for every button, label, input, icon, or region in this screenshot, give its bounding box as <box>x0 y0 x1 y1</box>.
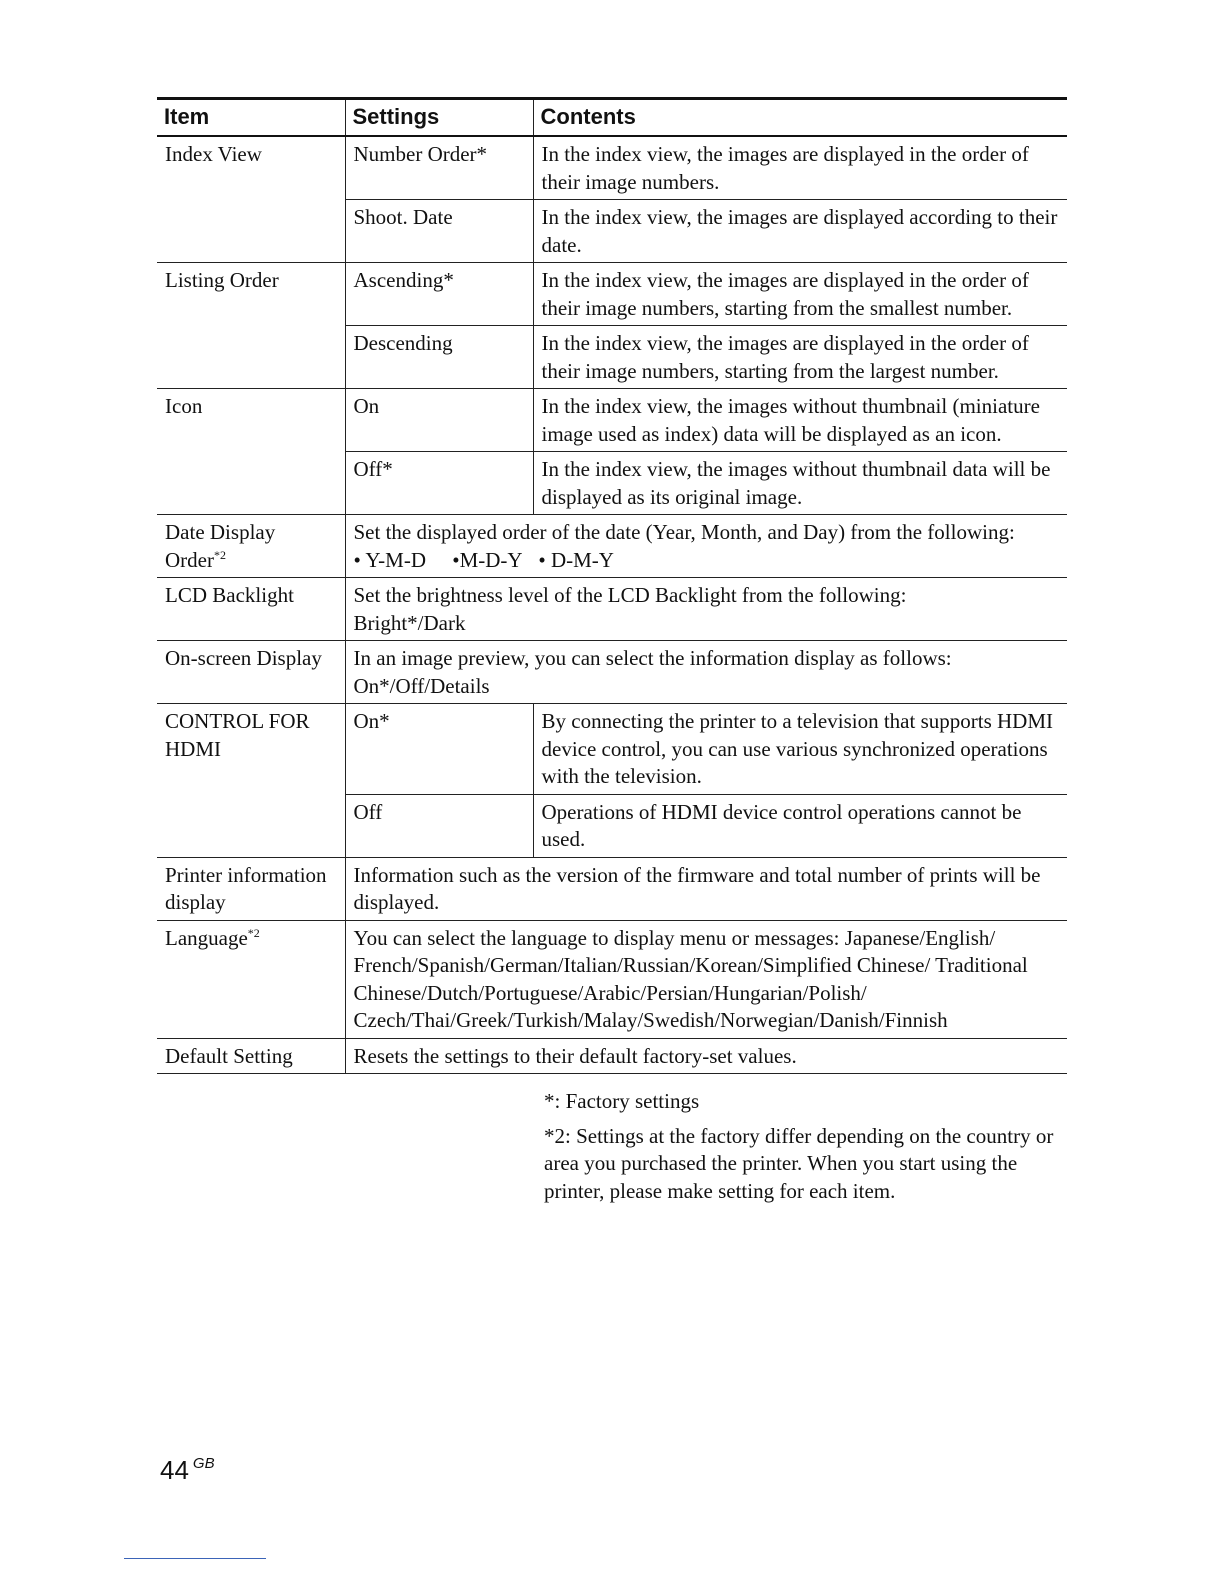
setting-cell: Off <box>345 794 533 857</box>
page-number-value: 44 <box>160 1455 189 1485</box>
item-cell <box>157 920 345 1038</box>
date-option: • Y-M-D <box>353 547 426 572</box>
content-cell: Operations of HDMI device control operations cannot be used. <box>533 794 1067 857</box>
item-label: Date Display Order <box>165 520 276 572</box>
item-cell: On-screen Display <box>157 641 345 704</box>
options-text: On*/Off/Details <box>353 673 490 698</box>
merged-cell: Information such as the version of the firmware and total number of prints will be displayed. <box>345 857 1067 920</box>
date-option: • D-M-Y <box>538 547 614 572</box>
item-cell: Printer information display <box>157 857 345 920</box>
footnote-marker: *2 <box>247 925 260 940</box>
footnote-factory2: *2: Settings at the factory differ depending on the country or area you purchased the printer. When you start using the printer, please make setting for each item. <box>544 1123 1054 1203</box>
setting-cell: On* <box>345 704 533 795</box>
table-row <box>157 641 1067 704</box>
table-row <box>157 1038 1067 1074</box>
header-contents: Contents <box>533 99 1067 137</box>
table-row <box>157 515 1067 578</box>
options-text: Bright*/Dark <box>353 610 466 635</box>
setting-cell: On <box>345 389 533 452</box>
table-row <box>157 857 1067 920</box>
footnotes <box>544 1088 1074 1212</box>
item-cell: Index View <box>157 136 345 263</box>
setting-cell: Shoot. Date <box>345 200 533 263</box>
table-row <box>157 578 1067 641</box>
item-cell: Icon <box>157 389 345 515</box>
description-text: Set the displayed order of the date (Year, Month, and Day) from the following: <box>353 520 1015 544</box>
content-cell: In the index view, the images without thumbnail data will be displayed as its original image. <box>533 452 1067 515</box>
header-item: Item <box>157 99 345 137</box>
page-language-code: GB <box>192 1455 215 1472</box>
item-cell: Listing Order <box>157 263 345 389</box>
merged-cell: You can select the language to display menu or messages: Japanese/English/ French/Spanish/German/Italian/Russian/Korean/Simplified Chinese/ Traditional Chinese/Dutch/Portuguese/Arabic/Persian/Hungarian/Polish/ Czech/Thai/Greek/Turkish/Malay/Swedish/Norwegian/Danish/Finnish <box>345 920 1067 1038</box>
item-cell: LCD Backlight <box>157 578 345 641</box>
content-cell: In the index view, the images without thumbnail (miniature image used as index) data will be displayed as an icon. <box>533 389 1067 452</box>
setting-cell: Ascending* <box>345 263 533 326</box>
merged-cell <box>345 515 1067 578</box>
table-row <box>157 389 1067 452</box>
table-row <box>157 263 1067 326</box>
page-number <box>160 1455 215 1486</box>
item-cell: Default Setting <box>157 1038 345 1074</box>
merged-cell <box>345 578 1067 641</box>
header-settings: Settings <box>345 99 533 137</box>
setting-cell: Number Order* <box>345 136 533 200</box>
description-text: In an image preview, you can select the information display as follows: <box>353 646 952 670</box>
setting-cell: Descending <box>345 326 533 389</box>
item-cell: CONTROL FOR HDMI <box>157 704 345 858</box>
merged-cell: Resets the settings to their default factory-set values. <box>345 1038 1067 1074</box>
item-label: Language <box>165 925 248 950</box>
content-cell: By connecting the printer to a television that supports HDMI device control, you can use various synchronized operations with the television. <box>533 704 1067 795</box>
content-cell: In the index view, the images are displayed in the order of their image numbers. <box>533 136 1067 200</box>
settings-table <box>157 97 1067 1074</box>
date-option: •M-D-Y <box>452 547 523 572</box>
table-row <box>157 920 1067 1038</box>
bottom-rule <box>124 1558 266 1559</box>
footnote-marker: *2 <box>213 547 226 562</box>
table-header-row <box>157 99 1067 137</box>
item-cell <box>157 515 345 578</box>
setting-cell: Off* <box>345 452 533 515</box>
footnote-factory: *: Factory settings <box>544 1089 700 1113</box>
table-row <box>157 136 1067 200</box>
content-cell: In the index view, the images are displayed according to their date. <box>533 200 1067 263</box>
merged-cell <box>345 641 1067 704</box>
table-row <box>157 704 1067 795</box>
content-cell: In the index view, the images are displayed in the order of their image numbers, starting from the largest number. <box>533 326 1067 389</box>
description-text: Set the brightness level of the LCD Backlight from the following: <box>353 583 907 607</box>
content-cell: In the index view, the images are displayed in the order of their image numbers, starting from the smallest number. <box>533 263 1067 326</box>
